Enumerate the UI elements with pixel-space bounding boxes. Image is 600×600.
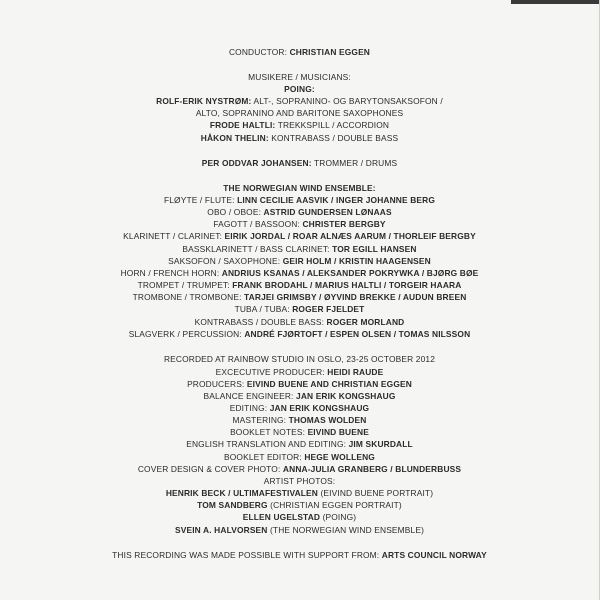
- credit-line: EXCECUTIVE PRODUCER: HEIDI RAUDE: [215, 366, 384, 377]
- drums-line: PER ODDVAR JOHANSEN: TROMMER / DRUMS: [201, 157, 398, 168]
- ensemble-section: FLØYTE / FLUTE: LINN CECILIE AASVIK / INGER JOHANNE BERG: [163, 195, 436, 205]
- photo-credit: HENRIK BECK / ULTIMAFESTIVALEN (EIVIND BUENE PORTRAIT): [165, 488, 434, 499]
- photo-credit: TOM SANDBERG (CHRISTIAN EGGEN PORTRAIT): [197, 500, 402, 511]
- credit-line: BALANCE ENGINEER: JAN ERIK KONGSHAUG: [203, 390, 396, 401]
- ensemble-section: HORN / FRENCH HORN: ANDRIUS KSANAS / ALEKSANDER POKRYWKA / BJØRG BØE: [120, 267, 479, 278]
- credits-text: [0, 46, 599, 561]
- ensemble-section: TROMPET / TRUMPET: FRANK BRODAHL / MARIUS HALTLI / TORGEIR HAARA: [137, 280, 462, 291]
- musicians-heading: MUSIKERE / MUSICIANS:: [248, 71, 351, 82]
- credit-line: COVER DESIGN & COVER PHOTO: ANNA-JULIA GRANBERG / BLUNDERBUSS: [137, 463, 462, 474]
- support-line: THIS RECORDING WAS MADE POSSIBLE WITH SUPPORT FROM: ARTS COUNCIL NORWAY: [112, 549, 487, 560]
- poing-heading: POING:: [284, 83, 315, 94]
- photo-credit: SVEIN A. HALVORSEN (THE NORWEGIAN WIND ENSEMBLE): [174, 524, 425, 535]
- conductor-name: CHRISTIAN EGGEN: [289, 47, 371, 57]
- credit-line: ENGLISH TRANSLATION AND EDITING: JIM SKURDALL: [186, 439, 413, 450]
- poing-member: ROLF-ERIK NYSTRØM: ALT-, SOPRANINO- OG BARYTONSAKSOFON /: [156, 96, 443, 107]
- credit-line: BOOKLET EDITOR: HEGE WOLLENG: [224, 451, 375, 462]
- top-edge-strip: [511, 0, 599, 4]
- ensemble-section: SAKSOFON / SAXOPHONE: GEIR HOLM / KRISTIN HAAGENSEN: [168, 255, 431, 266]
- ensemble-section: BASSKLARINETT / BASS CLARINET: TOR EGILL HANSEN: [182, 243, 417, 254]
- ensemble-section: TROMBONE / TROMBONE: TARJEI GRIMSBY / ØYVIND BREKKE / AUDUN BREEN: [132, 292, 467, 303]
- ensemble-section: TUBA / TUBA: ROGER FJELDET: [234, 304, 365, 315]
- credit-line: PRODUCERS: EIVIND BUENE AND CHRISTIAN EGGEN: [187, 378, 412, 389]
- poing-member: FRODE HALTLI: TREKKSPILL / ACCORDION: [209, 120, 390, 131]
- recorded-line: RECORDED AT RAINBOW STUDIO IN OSLO, 23-25 OCTOBER 2012: [163, 354, 436, 365]
- ensemble-section: OBO / OBOE: ASTRID GUNDERSEN LØNAAS: [207, 207, 392, 218]
- poing-member: HÅKON THELIN: KONTRABASS / DOUBLE BASS: [200, 132, 399, 143]
- photo-credit: ELLEN UGELSTAD (POING): [242, 512, 357, 523]
- poing-member: ALTO, SOPRANINO AND BARITONE SAXOPHONES: [195, 108, 404, 119]
- ensemble-section: SLAGVERK / PERCUSSION: ANDRÉ FJØRTOFT / ESPEN OLSEN / TOMAS NILSSON: [128, 328, 471, 339]
- credit-line: EDITING: JAN ERIK KONGSHAUG: [229, 403, 370, 413]
- artist-photos-label: ARTIST PHOTOS:: [263, 475, 336, 486]
- conductor-line: [0, 46, 599, 58]
- ensemble-section: FAGOTT / BASSOON: CHRISTER BERGBY: [213, 219, 386, 230]
- ensemble-section: KONTRABASS / DOUBLE BASS: ROGER MORLAND: [194, 316, 405, 327]
- credit-line: MASTERING: THOMAS WOLDEN: [232, 415, 367, 426]
- ensemble-section: KLARINETT / CLARINET: EIRIK JORDAL / ROAR ALNÆS AARUM / THORLEIF BERGBY: [123, 231, 476, 242]
- conductor-label: CONDUCTOR:: [228, 47, 288, 57]
- credit-line: BOOKLET NOTES: EIVIND BUENE: [230, 427, 369, 438]
- ensemble-heading: THE NORWEGIAN WIND ENSEMBLE:: [223, 182, 376, 193]
